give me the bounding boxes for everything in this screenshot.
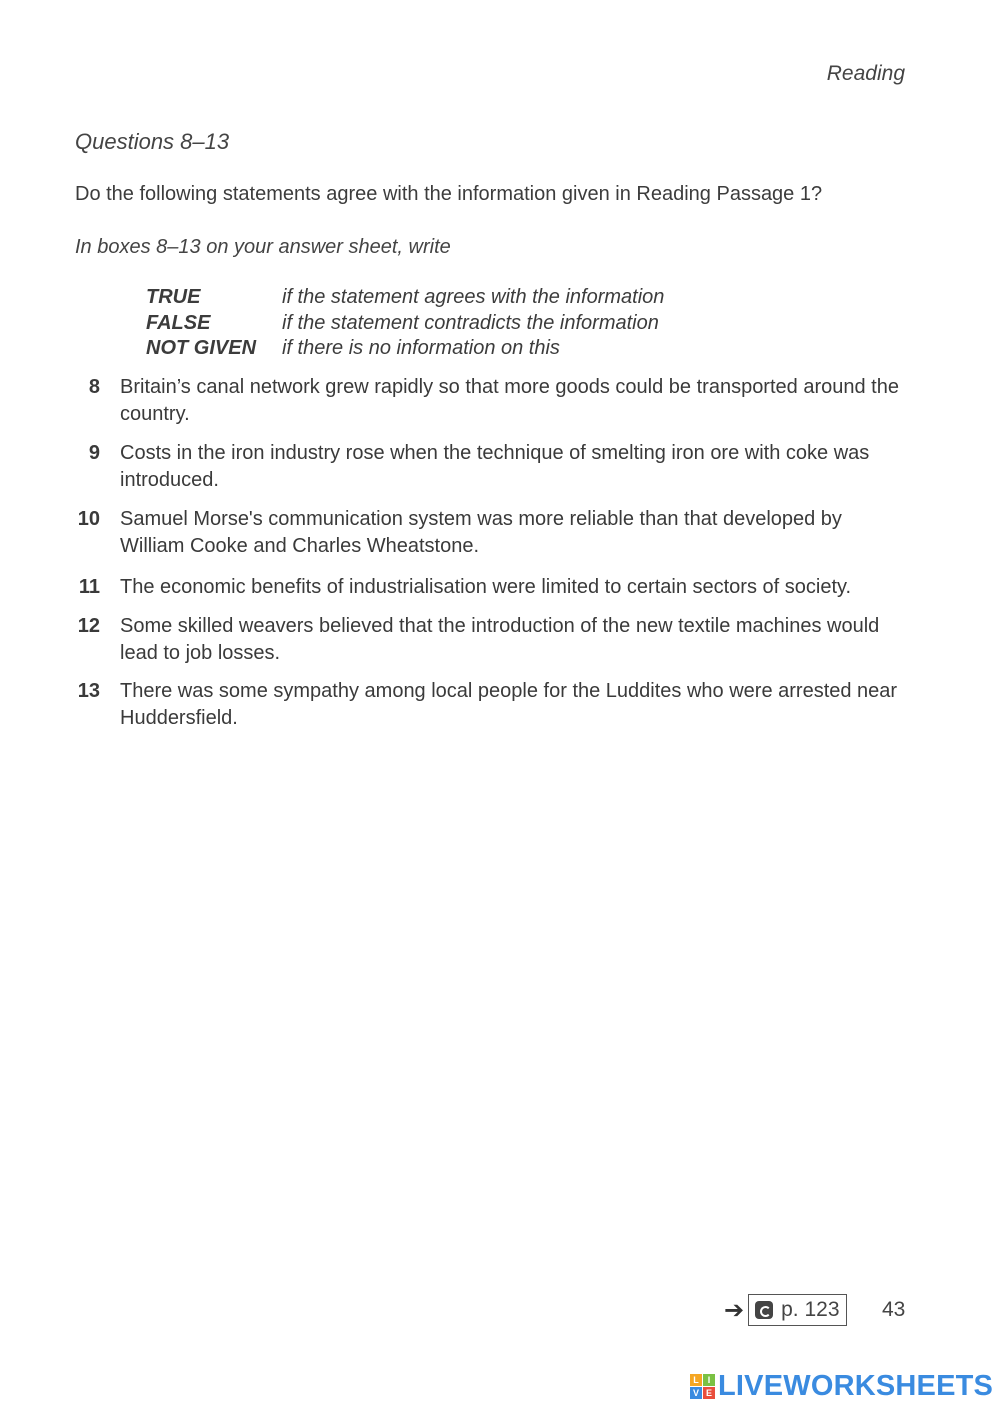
questions-heading: Questions 8–13 [75,129,230,154]
key-term: FALSE [146,311,211,334]
logo-letter: E [703,1387,715,1399]
question-number: 8 [88,376,100,398]
liveworksheets-brand[interactable] [690,1370,993,1403]
question-text: Samuel Morse's communication system was more reliable than that developed by William Cooke and Charles Wheatstone. [120,508,842,557]
question-text: There was some sympathy among local people for the Luddites who were arrested near Huddersfield. [120,680,898,729]
answer-reference-box [748,1294,846,1326]
key-term: NOT GIVEN [146,337,257,359]
question-number: 12 [77,615,100,637]
question-number: 13 [77,680,100,702]
question-item [60,613,920,667]
question-text: Costs in the iron industry rose when the technique of smelting iron ore with coke was introduced. [120,442,870,491]
instruction-text: Do the following statements agree with the information given in Reading Passage 1? [75,183,823,205]
key-term: TRUE [146,286,201,308]
question-text: Some skilled weavers believed that the introduction of the new textile machines would lead to job losses. [120,615,880,664]
brand-name: LIVEWORKSHEETS [718,1370,994,1402]
page-number: 43 [882,1298,906,1321]
question-number: 10 [77,508,100,530]
key-definition: if the statement contradicts the information [282,311,659,334]
answer-sheet-instruction: In boxes 8–13 on your answer sheet, write [75,236,451,258]
question-text: The economic benefits of industrialisation were limited to certain sectors of society. [120,576,852,598]
question-item [60,506,920,560]
answer-key-table [146,285,664,362]
question-text: Britain’s canal network grew rapidly so that more goods could be transported around the country. [120,376,899,425]
question-item [60,574,920,601]
question-number: 11 [78,576,100,598]
question-list [60,374,920,732]
running-header: Reading [826,62,905,85]
answer-reference [724,1294,847,1326]
logo-letter: L [690,1374,702,1386]
key-definition: if there is no information on this [282,337,560,359]
logo-letter: I [703,1374,715,1386]
question-item [60,678,920,732]
key-row-false [146,311,664,337]
key-row-not-given [146,336,664,362]
key-definition: if the statement agrees with the information [282,286,665,308]
arrow-right-icon: ➔ [724,1296,745,1324]
answer-reference-page: p. 123 [781,1298,840,1321]
answer-key-icon [755,1301,773,1319]
liveworksheets-logo-icon [690,1374,715,1399]
question-item [60,440,920,494]
question-number: 9 [88,442,100,464]
key-row-true [146,285,664,311]
question-item [60,374,920,428]
logo-letter: V [690,1387,702,1399]
